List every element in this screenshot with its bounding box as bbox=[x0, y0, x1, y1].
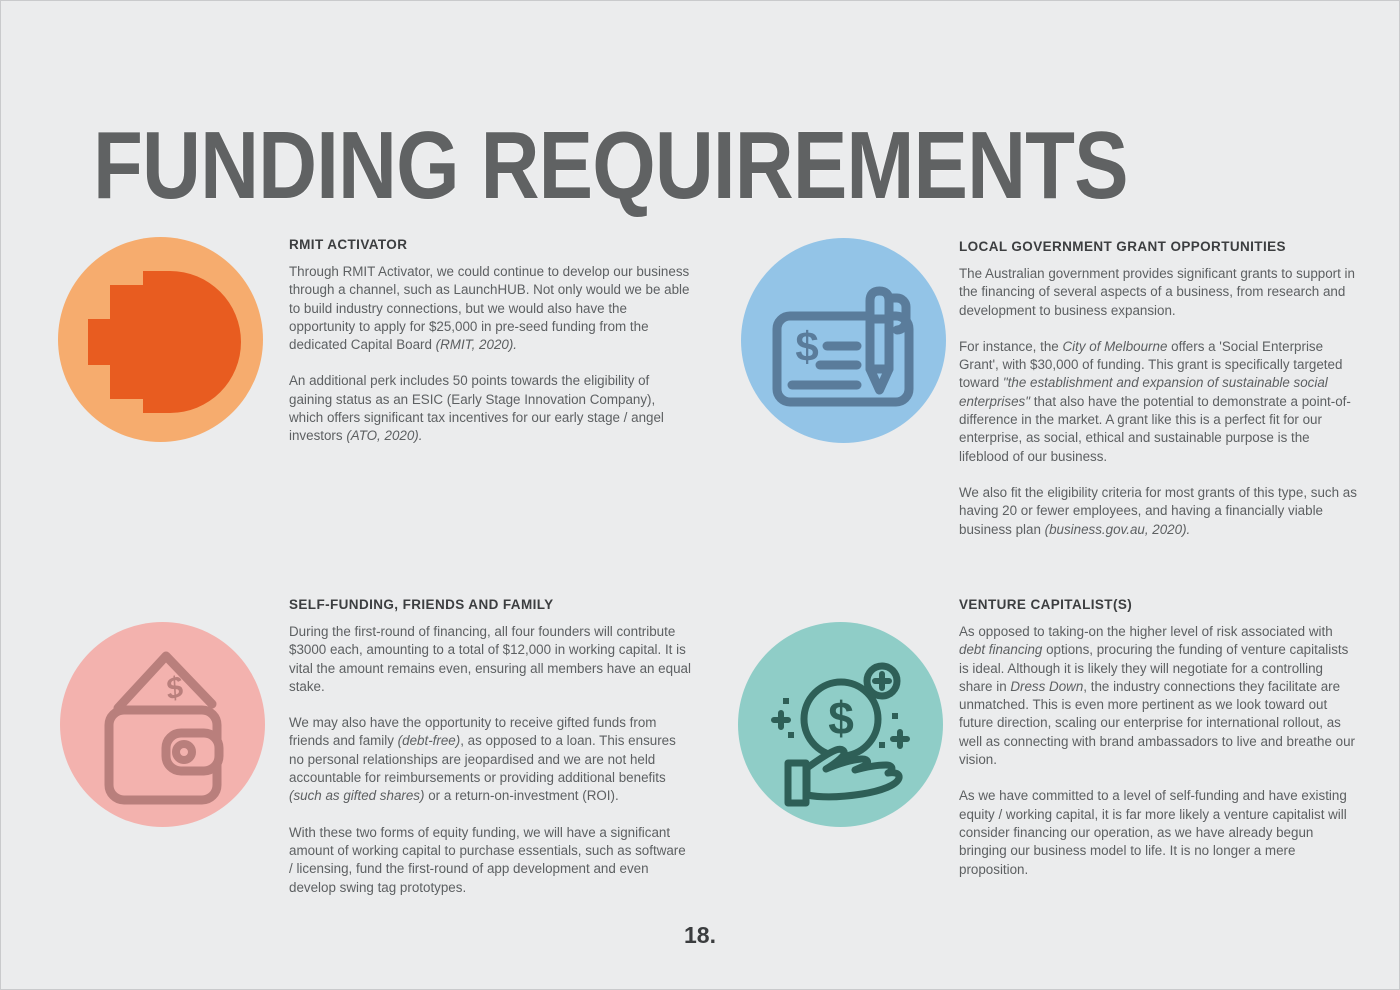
section-self-funding bbox=[289, 597, 693, 915]
body-paragraph: With these two forms of equity funding, we will have a significant amount of working capital to purchase essentials, such as software / licensing, fund the first-round of app development and even develop swing tag prototypes. bbox=[289, 824, 686, 895]
section-body bbox=[959, 623, 1359, 879]
section-venture-capitalists bbox=[959, 597, 1359, 897]
wallet-money-icon bbox=[60, 622, 265, 827]
body-paragraph: During the first-round of financing, all four founders will contribute $3000 each, amounting to a total of $12,000 in working capital. It is vital the amount remains even, ensuring all members have an equal stake. bbox=[289, 624, 691, 694]
body-paragraph: An additional perk includes 50 points towards the eligibility of gaining status as an ESIC (Early Stage Innovation Company), which offers significant tax incentives for our early stage / angel investors (ATO, 2020). bbox=[289, 373, 664, 444]
section-heading: SELF-FUNDING, FRIENDS AND FAMILY bbox=[289, 597, 554, 612]
section-heading: RMIT ACTIVATOR bbox=[289, 237, 408, 252]
section-body bbox=[289, 623, 693, 897]
body-paragraph: Through RMIT Activator, we could continue to develop our business through a channel, such as LaunchHUB. Not only would we be able to build industry connections, but we would also have the opportunity to apply for $25,000 in pre-seed funding from the dedicated Capital Board (RMIT, 2020). bbox=[289, 264, 690, 353]
section-body bbox=[289, 263, 693, 446]
body-paragraph: We also fit the eligibility criteria for most grants of this type, such as having 20 or fewer employees, and having a financially viable business plan (business.gov.au, 2020). bbox=[959, 484, 1357, 537]
body-paragraph: For instance, the City of Melbourne offers a 'Social Enterprise Grant', with $30,000 of funding. This grant is specifically targeted toward "the establishment and expansion of sustainable social enterprises" that also have the potential to demonstrate a point-of-difference in the market. A grant like this is a perfect fit for our enterprise, as social, ethical and sustainable purpose is the lifeblood of our business. bbox=[959, 338, 1351, 464]
body-paragraph: We may also have the opportunity to receive gifted funds from friends and family (debt-free), as opposed to a loan. This ensures no personal relationships are jeopardised and we are not held accountable for reimbursements or providing additional benefits (such as gifted shares) or a return-on-investment (ROI). bbox=[289, 715, 676, 804]
page-title: FUNDING REQUIREMENTS bbox=[93, 112, 1128, 220]
body-paragraph: The Australian government provides significant grants to support in the financing of several aspects of a business, from research and development to business expansion. bbox=[959, 266, 1355, 318]
svg-text:$: $ bbox=[828, 692, 854, 744]
section-local-government-grants bbox=[959, 239, 1359, 557]
page-number: 18. bbox=[684, 922, 716, 948]
svg-text:$: $ bbox=[795, 323, 819, 370]
cheque-and-pen-icon bbox=[741, 238, 946, 443]
svg-text:$: $ bbox=[162, 670, 187, 707]
hand-coin-icon bbox=[738, 622, 943, 827]
section-body bbox=[959, 265, 1359, 539]
section-rmit-activator bbox=[289, 237, 693, 464]
section-heading: LOCAL GOVERNMENT GRANT OPPORTUNITIES bbox=[959, 239, 1286, 254]
section-heading: VENTURE CAPITALIST(S) bbox=[959, 597, 1133, 612]
body-paragraph: As opposed to taking-on the higher level of risk associated with debt financing options, procuring the funding of venture capitalists is ideal. Although it is likely they will negotiate for a controlling share in Dress Down, the industry connections they facilitate are unmatched. This is even more pertinent as we look toward out future direction, scaling our enterprise for international rollout, as well as connecting with brand ambassadors to live and breathe our vision. bbox=[959, 624, 1355, 768]
body-paragraph: As we have committed to a level of self-funding and have existing equity / working capital, it is far more likely a venture capitalist will consider financing our operation, as we have already begun bringing our business model to life. It is no longer a mere proposition. bbox=[959, 788, 1347, 877]
rmit-mark-icon bbox=[58, 237, 263, 442]
